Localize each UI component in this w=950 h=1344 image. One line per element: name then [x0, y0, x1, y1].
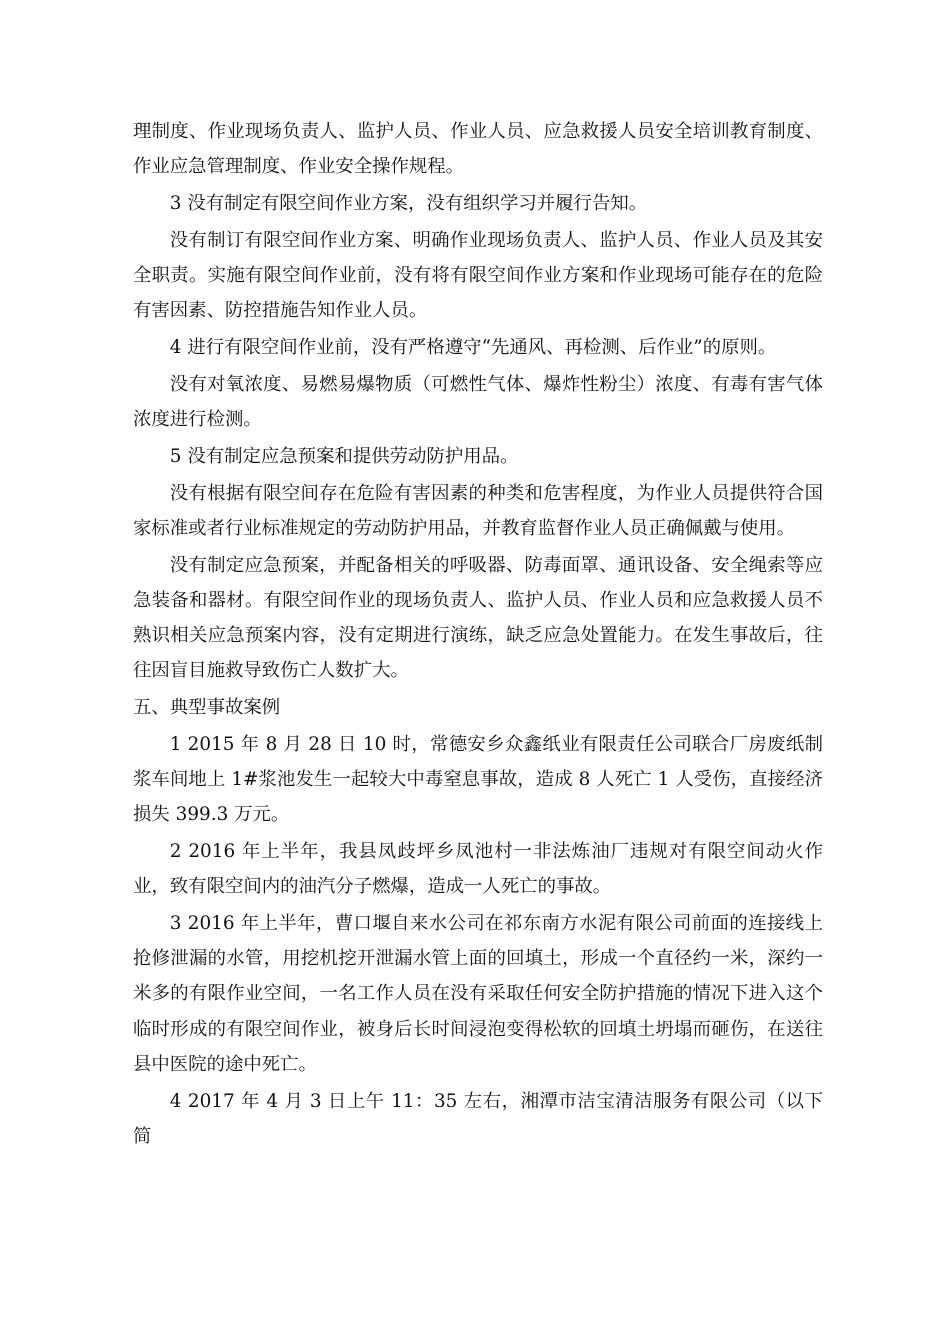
paragraph-13: 4 2017 年 4 月 3 日上午 11：35 左右，湘潭市洁宝清洁服务有限公司（以下简 — [133, 1090, 823, 1147]
paragraph-6: 5 没有制定应急预案和提供劳动防护用品。 — [169, 445, 519, 467]
section-heading: 五、典型事故案例 — [133, 697, 281, 718]
paragraph-10: 1 2015 年 8 月 28 日 10 时，常德安乡众鑫纸业有限责任公司联合厂房废纸制浆车间地上 1#浆池发生一起较大中毒窒息事故，造成 8 人死亡 1 人受伤，直接经济损失 399.3 万元。 — [133, 733, 823, 826]
document-body — [133, 114, 823, 1154]
paragraph-2: 3 没有制定有限空间作业方案，没有组织学习并履行告知。 — [169, 193, 648, 214]
paragraph-7: 没有根据有限空间存在危险有害因素的种类和危害程度，为作业人员提供符合国家标准或者行业标准规定的劳动防护用品，并教育监督作业人员正确佩戴与使用。 — [133, 482, 823, 539]
paragraph-8: 没有制定应急预案，并配备相关的呼吸器、防毒面罩、通讯设备、安全绳索等应急装备和器材。有限空间作业的现场负责人、监护人员、作业人员和应急救援人员不熟识相关应急预案内容，没有定期进行演练，缺乏应急处置能力。在发生事故后，往往因盲目施救导致伤亡人数扩大。 — [133, 554, 823, 682]
paragraph-5: 没有对氧浓度、易燃易爆物质（可燃性气体、爆炸性粉尘）浓度、有毒有害气体浓度进行检测。 — [133, 373, 823, 430]
paragraph-3: 没有制订有限空间作业方案、明确作业现场负责人、监护人员、作业人员及其安全职责。实施有限空间作业前，没有将有限空间作业方案和作业现场可能存在的危险有害因素、防控措施告知作业人员。 — [133, 229, 823, 322]
paragraph-1: 理制度、作业现场负责人、监护人员、作业人员、应急救援人员安全培训教育制度、作业应急管理制度、作业安全操作规程。 — [133, 121, 823, 178]
paragraph-4: 4 进行有限空间作业前，没有严格遵守“先通风、再检测、后作业”的原则。 — [169, 337, 777, 358]
paragraph-12: 3 2016 年上半年，曹口堰自来水公司在祁东南方水泥有限公司前面的连接线上抢修泄漏的水管，用挖机挖开泄漏水管上面的回填土，形成一个直径约一米，深约一米多的有限作业空间，一名工作人员在没有采取任何安全防护措施的情况下进入这个临时形成的有限空间作业，被身后长时间浸泡变得松软的回填土坍塌而砸伤，在送往县中医院的途中死亡。 — [133, 913, 823, 1075]
paragraph-11: 2 2016 年上半年，我县凤歧坪乡凤池村一非法炼油厂违规对有限空间动火作业，致有限空间内的油汽分子燃爆，造成一人死亡的事故。 — [133, 841, 823, 898]
